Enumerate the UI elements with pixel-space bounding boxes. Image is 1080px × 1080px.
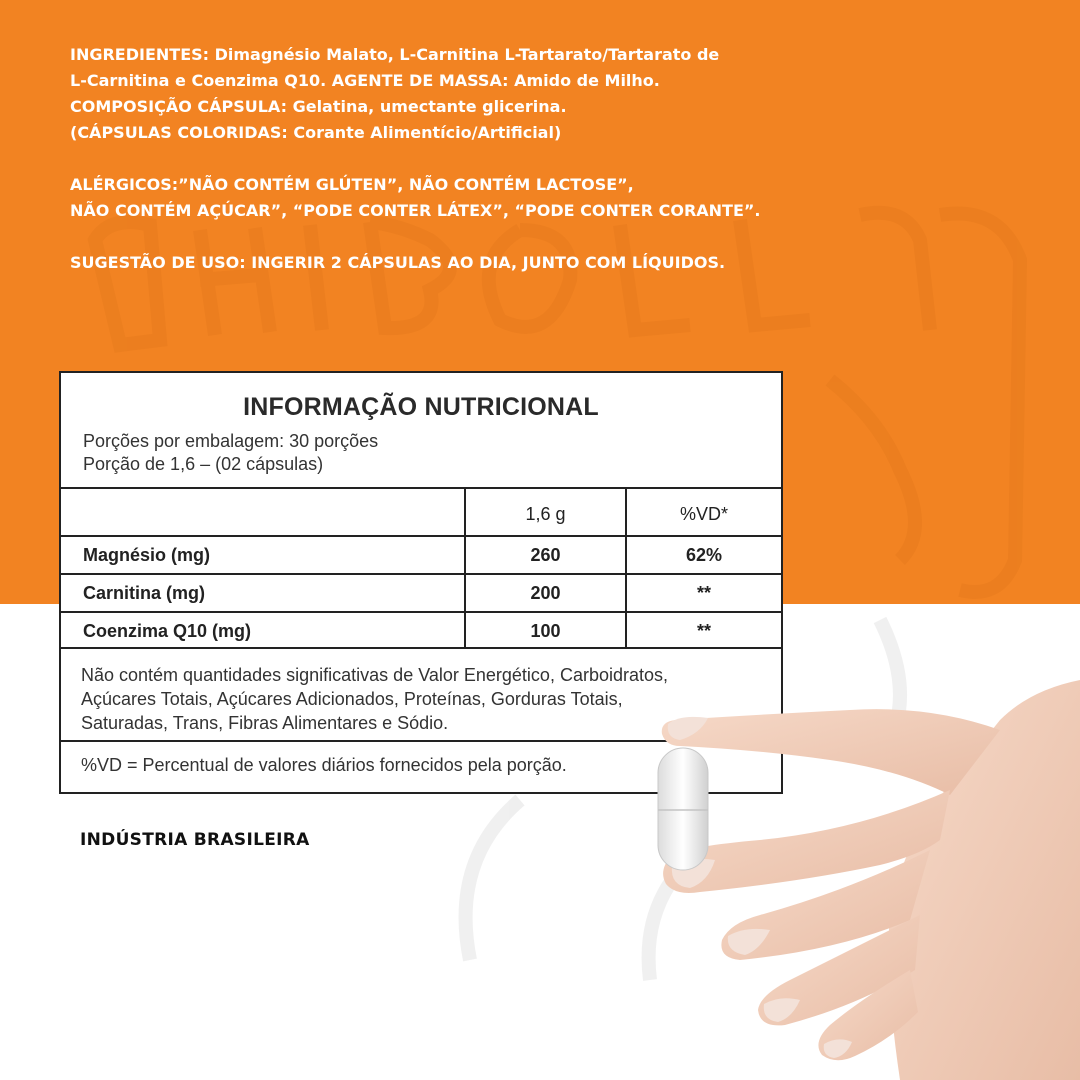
origin-label: INDÚSTRIA BRASILEIRA (80, 830, 310, 850)
header-amount: 1,6 g (465, 488, 626, 536)
nutrient-amount: 260 (465, 536, 626, 574)
capsule-composition: COMPOSIÇÃO CÁPSULA: Gelatina, umectante glicerina. (70, 97, 567, 116)
table-divider (61, 647, 781, 649)
nutrient-amount: 100 (465, 612, 626, 649)
colored-capsules-note: (CÁPSULAS COLORIDAS: Corante Alimentício/Artificial) (70, 123, 562, 142)
nutrient-name: Magnésio (mg) (61, 536, 465, 574)
nutrient-amount: 200 (465, 574, 626, 612)
table-header-row (61, 488, 781, 536)
serving-size: Porção de 1,6 – (02 cápsulas) (83, 454, 324, 474)
table-row (61, 612, 781, 649)
note-line-2: Açúcares Totais, Açúcares Adicionados, Proteínas, Gorduras Totais, (81, 689, 623, 709)
nutrient-name: Carnitina (mg) (61, 574, 465, 612)
ingredients-line-1: INGREDIENTES: Dimagnésio Malato, L-Carnitina L-Tartarato/Tartarato de (70, 45, 720, 64)
table-row (61, 536, 781, 574)
hand-holding-capsule-image (600, 660, 1080, 1080)
allergens-line-2: NÃO CONTÉM AÇÚCAR”, “PODE CONTER LÁTEX”, “PODE CONTER CORANTE”. (70, 201, 761, 220)
ingredients-line-2: L-Carnitina e Coenzima Q10. AGENTE DE MASSA: Amido de Milho. (70, 71, 660, 90)
nutrition-title: INFORMAÇÃO NUTRICIONAL (243, 393, 599, 421)
nutrient-table (61, 487, 781, 649)
nutrient-vd: ** (626, 574, 781, 612)
table-row (61, 574, 781, 612)
servings-per-package: Porções por embalagem: 30 porções (83, 431, 379, 451)
header-nutrient-cell (61, 488, 465, 536)
note-line-3: Saturadas, Trans, Fibras Alimentares e Sódio. (81, 713, 449, 733)
usage-suggestion: SUGESTÃO DE USO: INGERIR 2 CÁPSULAS AO DIA, JUNTO COM LÍQUIDOS. (70, 253, 726, 272)
ingredients-section (70, 42, 1030, 276)
header-vd: %VD* (626, 488, 781, 536)
allergens-line-1: ALÉRGICOS:”NÃO CONTÉM GLÚTEN”, NÃO CONTÉM LACTOSE”, (70, 175, 634, 194)
nutrient-name: Coenzima Q10 (mg) (61, 612, 465, 649)
nutrient-vd: ** (626, 612, 781, 649)
note-line-1: Não contém quantidades significativas de Valor Energético, Carboidratos, (81, 665, 668, 685)
vd-definition: %VD = Percentual de valores diários fornecidos pela porção. (81, 755, 567, 775)
nutrient-vd: 62% (626, 536, 781, 574)
